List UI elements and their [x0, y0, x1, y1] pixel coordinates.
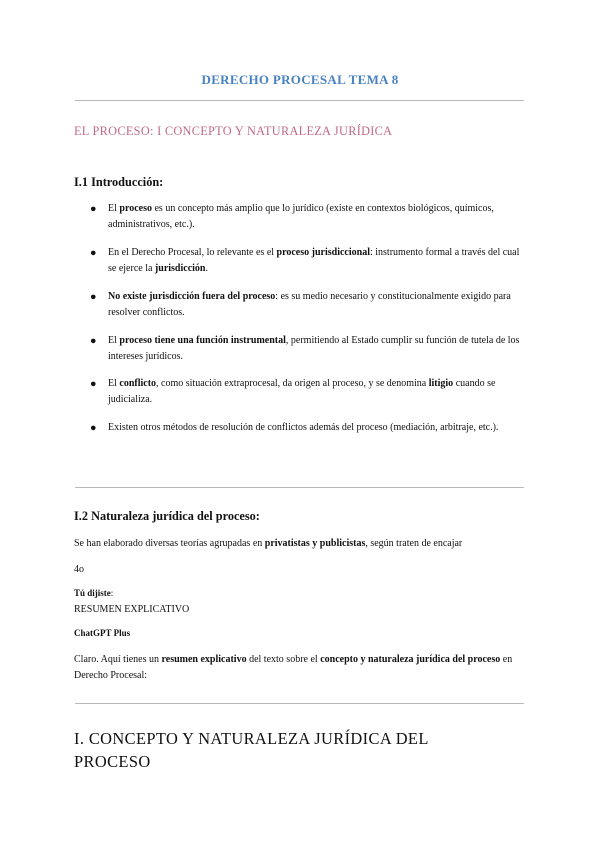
- bullet-icon: ●: [90, 247, 97, 259]
- document-title: DERECHO PROCESAL TEMA 8: [201, 72, 399, 87]
- nature-heading: I.2 Naturaleza jurídica del proceso:: [74, 509, 260, 523]
- user-label: Tú dijiste:: [74, 588, 114, 598]
- divider: [75, 487, 524, 488]
- bullet-icon: ●: [90, 422, 97, 434]
- list-item: El conflicto, como situación extraprocesal, da origen al proceso, y se denomina litigio cuando se judicializa.: [108, 378, 496, 405]
- divider: [75, 100, 524, 101]
- nature-paragraph: Se han elaborado diversas teorías agrupadas en privatistas y publicistas, según traten de encajar: [74, 538, 463, 549]
- list-item: Existen otros métodos de resolución de conflictos además del proceso (mediación, arbitraje, etc.).: [108, 422, 499, 433]
- section-title: EL PROCESO: I CONCEPTO Y NATURALEZA JURÍDICA: [74, 124, 393, 138]
- bullet-icon: ●: [90, 291, 97, 303]
- intro-heading: I.1 Introducción:: [74, 175, 164, 189]
- bullet-icon: ●: [90, 378, 97, 390]
- user-message: RESUMEN EXPLICATIVO: [74, 604, 190, 615]
- list-item: El proceso es un concepto más amplio que lo jurídico (existe en contextos biológicos, químicos, administrativos, etc.).: [108, 203, 494, 230]
- bullet-icon: ●: [90, 203, 97, 215]
- list-item: En el Derecho Procesal, lo relevante es el proceso jurisdiccional: instrumento formal a través del cual se ejerce la jurisdicción.: [108, 247, 520, 274]
- list-item: No existe jurisdicción fuera del proceso: es su medio necesario y constitucionalmente exigido para resolver conflictos.: [108, 291, 511, 318]
- list-item: El proceso tiene una función instrumental, permitiendo al Estado cumplir su función de tutela de los intereses jurídicos.: [108, 335, 520, 362]
- assistant-label: ChatGPT Plus: [74, 628, 131, 638]
- assistant-reply: Claro. Aquí tienes un resumen explicativo del texto sobre el concepto y naturaleza jurídica del proceso en Derecho Procesal:: [74, 654, 513, 681]
- final-title: I. CONCEPTO Y NATURALEZA JURÍDICA DEL PROCESO: [74, 729, 429, 771]
- divider: [75, 703, 524, 704]
- bullet-icon: ●: [90, 335, 97, 347]
- model-label: 4o: [74, 564, 84, 575]
